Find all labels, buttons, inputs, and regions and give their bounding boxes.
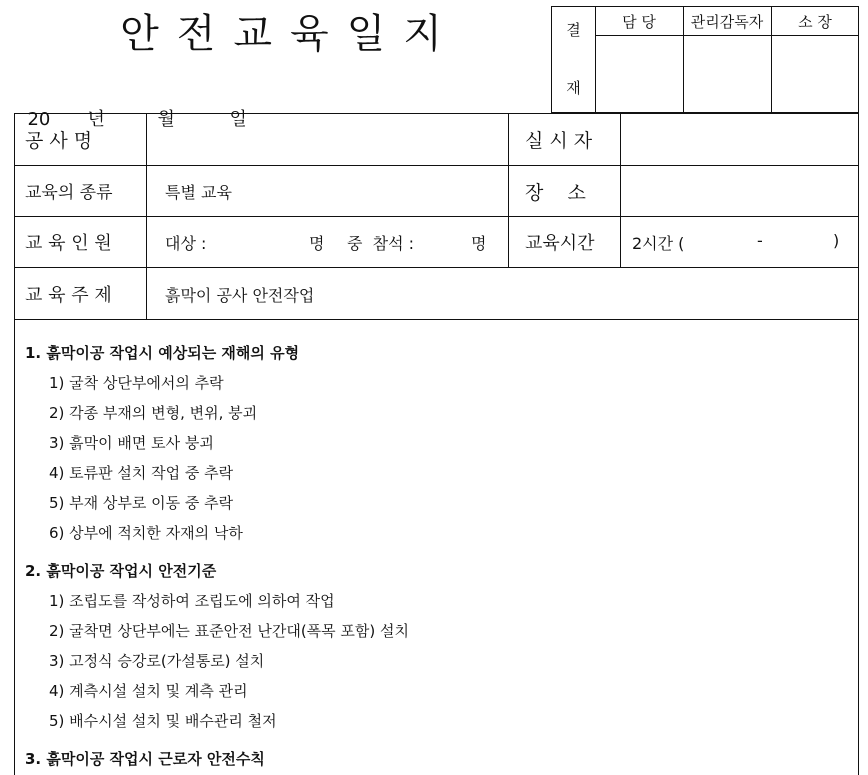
list-item: 4) 토류판 설치 작업 중 추락 [49, 464, 234, 482]
document-title: 안전교육일지 [120, 11, 460, 57]
instructor-field[interactable] [632, 128, 847, 152]
date-year-label: 년 [87, 109, 105, 130]
personnel-label: 교 육 인 원 [25, 233, 112, 254]
section-1 [25, 338, 845, 548]
list-item: 3) 흙막이 배면 토사 붕괴 [49, 434, 214, 452]
place-label: 장 소 [525, 182, 586, 204]
list-item: 6) 상부에 적치한 자재의 낙하 [49, 524, 243, 542]
personnel-attend-label: 중 참석 : [347, 234, 415, 253]
project-name-field[interactable] [160, 128, 500, 152]
date-month-label: 월 [157, 109, 175, 130]
list-item: 4) 계측시설 설치 및 계측 관리 [49, 682, 248, 700]
education-time-value[interactable]: 2시간 ( [632, 234, 685, 253]
section-3 [25, 744, 845, 774]
list-item: 2) 굴착면 상단부에는 표준안전 난간대(폭목 포함) 설치 [49, 622, 410, 640]
date-year-prefix[interactable]: 20 [27, 109, 51, 130]
signature-cell-manager[interactable] [596, 36, 682, 112]
personnel-target-label: 대상 : [165, 234, 207, 253]
approval-col-manager: 담 당 [622, 13, 656, 31]
approval-box [551, 6, 859, 113]
list-item: 5) 배수시설 설치 및 배수관리 철저 [49, 712, 277, 730]
section-heading: 1. 흙막이공 작업시 예상되는 재해의 유형 [25, 344, 300, 362]
section-heading: 3. 흙막이공 작업시 근로자 안전수칙 [25, 750, 265, 768]
section-2 [25, 556, 845, 736]
education-log-table [14, 113, 859, 775]
section-heading: 2. 흙막이공 작업시 안전기준 [25, 562, 217, 580]
list-item: 1) 조립도를 작성하여 조립도에 의하여 작업 [49, 592, 335, 610]
instructor-label: 실 시 자 [525, 130, 593, 152]
place-field[interactable] [632, 180, 847, 204]
education-time-dash: - [757, 231, 763, 250]
project-name-label: 공 사 명 [25, 130, 93, 152]
approval-col-director: 소 장 [798, 13, 832, 31]
education-type-value[interactable]: 특별 교육 [165, 183, 232, 202]
personnel-target-unit: 명 [309, 234, 325, 253]
approval-label-bottom: 재 [566, 79, 581, 97]
list-item: 3) 고정식 승강로(가설통로) 설치 [49, 652, 265, 670]
topic-label: 교 육 주 제 [25, 285, 112, 306]
list-item: 1) 굴착 상단부에서의 추락 [49, 374, 224, 392]
approval-label-top: 결 [566, 21, 581, 39]
list-item: 5) 부재 상부로 이동 중 추락 [49, 494, 234, 512]
date-day-label: 일 [229, 109, 247, 130]
signature-cell-supervisor[interactable] [684, 36, 770, 112]
education-time-label: 교육시간 [525, 233, 595, 254]
signature-cell-director[interactable] [772, 36, 858, 112]
list-item: 2) 각종 부재의 변형, 변위, 붕괴 [49, 404, 258, 422]
personnel-attend-unit: 명 [471, 234, 487, 253]
education-type-label: 교육의 종류 [25, 183, 113, 203]
education-time-close: ) [833, 231, 840, 250]
topic-value[interactable]: 흙막이 공사 안전작업 [165, 286, 315, 305]
approval-col-supervisor: 관리감독자 [690, 13, 764, 31]
education-content [25, 338, 845, 774]
